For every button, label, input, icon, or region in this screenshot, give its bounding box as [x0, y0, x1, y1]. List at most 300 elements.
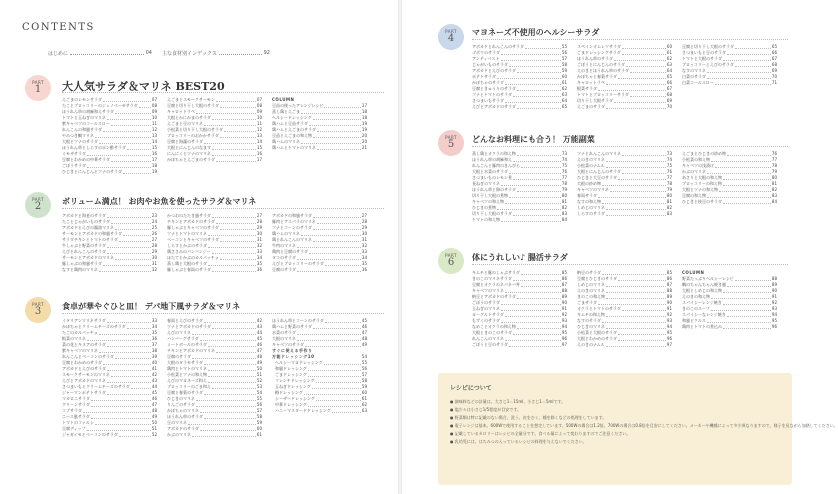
leader-dots: [505, 340, 561, 341]
leader-dots: [501, 322, 561, 323]
toc-entry-title: 鶏ささみのバンバンジー: [167, 249, 211, 254]
toc-entry-title: キャベツの和え物: [472, 199, 504, 204]
toc-entry-page: 14: [256, 139, 262, 144]
toc-entry-title: 豚肉とアスパラのマリネ: [272, 219, 316, 224]
toc-entry-page: 96: [561, 336, 567, 341]
toc-entry-page: 41: [151, 366, 157, 371]
toc-entry-page: 74: [666, 157, 672, 162]
toc-entry-page: 77: [561, 175, 567, 180]
toc-entry-page: 59: [256, 420, 262, 425]
toc-entry-page: 69: [666, 98, 672, 103]
toc-entry-title: 豆腐と海藻のサラダ: [167, 139, 203, 144]
leader-dots: [719, 191, 771, 192]
part-5-col-3: [682, 151, 777, 205]
toc-entry-page: 11: [151, 121, 157, 126]
leader-dots: [602, 322, 666, 323]
toc-entry-title: たことじゃがいものサラダ: [62, 219, 110, 224]
leader-dots: [525, 48, 561, 49]
toc-entry-title: ほうれん草の胡麻和えサラダ: [62, 109, 114, 114]
toc-entry-title: 豆苗とえごまの和え物: [272, 133, 312, 138]
toc-entry-title: 豆腐と切り干し大根のサラダ: [167, 103, 219, 108]
toc-entry-title: 大根とにんじんのサラダ: [577, 169, 621, 174]
leader-dots: [107, 247, 151, 248]
part-3-title: 食卓が華やぐひと皿！ デパ地下風サラダ＆マリネ: [62, 301, 241, 311]
leader-dots: [513, 215, 561, 216]
leader-dots: [103, 131, 151, 132]
leader-dots: [204, 418, 256, 419]
toc-entry-page: 16: [151, 151, 157, 156]
toc-entry-title: 野菜たっぷりヘルシーレシピ: [682, 276, 734, 281]
leader-dots: [501, 304, 561, 305]
part-4-title: マヨネーズ不使用のヘルシーサラダ: [472, 27, 600, 37]
leader-dots: [297, 271, 361, 272]
toc-entry-page: 95: [771, 318, 777, 323]
part-4-col-2: [577, 44, 672, 110]
toc-entry-page: 42: [256, 318, 262, 323]
part-3-badge: PART 3: [25, 297, 51, 323]
toc-entry-title: 鶏ハムとえごまのサラダ: [272, 127, 316, 132]
toc-entry-title: ブロッコリーのごま和え: [167, 384, 211, 389]
toc-entry-title: えごまのレモンサラダ: [62, 97, 102, 102]
toc-entry-title: えごまと豆のマリネ: [167, 121, 203, 126]
toc-entry-page: 61: [361, 396, 367, 401]
toc-entry-title: ごまドレッシング: [275, 372, 307, 377]
toc-entry[interactable]: [577, 104, 672, 110]
toc-entry-title: なすのマリネ: [682, 68, 706, 73]
leader-dots: [521, 274, 561, 275]
toc-entry-title: さつまいものレモン煮: [472, 175, 512, 180]
toc-entry-title: マカロニサラダ: [62, 396, 90, 401]
toc-entry-page: 91: [666, 306, 672, 311]
toc-entry-page: 29: [151, 249, 157, 254]
toc-entry-title: 紫キャベツのマリネ: [62, 348, 98, 353]
toc-entry-page: 48: [151, 408, 157, 413]
toc-entry-page: 81: [771, 181, 777, 186]
toc-entry-page: 68: [771, 62, 777, 67]
toc-entry-title: 鶏肉とトマトのマリネ: [167, 366, 207, 371]
leader-dots: [103, 265, 151, 266]
leader-dots: [107, 394, 151, 395]
toc-entry-page: 49: [361, 342, 367, 347]
leader-dots: [301, 143, 361, 144]
leader-dots: [711, 310, 771, 311]
leader-dots: [622, 173, 666, 174]
leader-dots: [95, 424, 151, 425]
leader-dots: [212, 253, 256, 254]
toc-entry-title: イタリアンマリネサラダ: [62, 318, 106, 323]
leader-dots: [509, 173, 561, 174]
part-5-col-1: [472, 151, 567, 223]
toc-entry-title: えびのマヨネーズ和え: [167, 378, 207, 383]
toc-entry-title: 大根ときのこのサラダ: [472, 330, 512, 335]
toc-entry-title: ごぼうのサラダ: [472, 300, 500, 305]
toc-entry[interactable]: [577, 342, 672, 348]
toc-entry[interactable]: [272, 267, 367, 273]
toc-entry-title: 大根とにんじんのなます: [167, 145, 211, 150]
leader-dots: [196, 400, 256, 401]
leader-dots: [509, 66, 561, 67]
leader-dots: [324, 107, 360, 108]
toc-entry-page: 82: [561, 205, 567, 210]
toc-entry-title: ヘルシーマヨドレッシング: [275, 360, 323, 365]
leader-dots: [598, 304, 666, 305]
toc-entry-page: 09: [151, 109, 157, 114]
toc-entry-page: 45: [151, 390, 157, 395]
toc-entry-page: 61: [666, 50, 672, 55]
toc-entry[interactable]: [167, 157, 262, 163]
toc-entry-title: 玉ねぎドレッシング: [275, 384, 311, 389]
toc-entry-page: 10: [151, 115, 157, 120]
toc-entry-title: 豚しゃぶとキャベツのサラダ: [167, 225, 219, 230]
toc-entry-title: りんごのサラダ: [167, 402, 195, 407]
toc-entry-title: 切り干し大根の煮物: [472, 193, 508, 198]
toc-entry-page: 67: [771, 56, 777, 61]
toc-entry-title: えのきのマリネ: [577, 157, 605, 162]
toc-entry-page: 55: [256, 396, 262, 401]
toc-entry-title: キムチと豚のしゃぶサラダ: [472, 270, 520, 275]
toc-entry-title: 水菜のサラダ: [272, 330, 296, 335]
toc-entry-page: 84: [561, 217, 567, 222]
toc-entry-title: れんこんとベーコンのサラダ: [62, 354, 114, 359]
leader-dots: [501, 54, 561, 55]
toc-entry-title: ごまドレッシングサラダ: [577, 50, 621, 55]
toc-entry-title: なめことオクラの和え物: [472, 324, 516, 329]
toc-entry-title: 鶏ハムと豆苗サラダ: [272, 121, 308, 126]
leader-dots: [497, 209, 561, 210]
toc-entry-title: 蒸し鶏とえごま: [272, 109, 300, 114]
toc-entry-page: 20: [361, 133, 367, 138]
leader-dots: [513, 96, 561, 97]
leader-dots: [606, 328, 666, 329]
toc-entry-title: ひじきの煮物: [472, 205, 496, 210]
leader-dots: [304, 394, 361, 395]
toc-entry-title: 小松菜と切り干し大根のサラダ: [167, 127, 223, 132]
toc-entry-page: 94: [666, 324, 672, 329]
toc-entry-page: 45: [256, 336, 262, 341]
toc-entry-title: トマトのファルシ: [62, 420, 94, 425]
toc-entry[interactable]: [272, 145, 367, 151]
toc-entry-page: 45: [361, 318, 367, 323]
toc-entry-page: 75: [666, 163, 672, 168]
leader-dots: [505, 84, 561, 85]
leader-dots: [208, 265, 256, 266]
toc-entry-title: ブロッコリーの和え物: [682, 181, 722, 186]
toc-entry[interactable]: [62, 267, 157, 273]
recipe-note-title: レシピについて: [450, 385, 492, 392]
leader-dots: [606, 286, 666, 287]
toc-entry-page: 33: [256, 249, 262, 254]
intro-entry-page: 04: [145, 50, 152, 56]
toc-entry-page: 93: [561, 318, 567, 323]
toc-entry-page: 68: [666, 92, 672, 97]
leader-dots: [188, 424, 256, 425]
toc-entry[interactable]: [472, 104, 567, 110]
divider: [472, 264, 788, 265]
toc-entry[interactable]: [682, 199, 777, 205]
toc-entry-page: 76: [561, 169, 567, 174]
toc-entry-page: 75: [561, 163, 567, 168]
toc-entry-page: 17: [361, 103, 367, 108]
toc-entry-title: ジャーマンポテトサラダ: [62, 390, 106, 395]
leader-dots: [513, 179, 561, 180]
toc-entry-title: COLUMN: [272, 97, 295, 102]
toc-entry-page: 12: [151, 127, 157, 132]
leader-dots: [212, 328, 256, 329]
toc-entry-page: 15: [151, 145, 157, 150]
leader-dots: [517, 155, 561, 156]
toc-entry-title: キャベツのマリネ: [577, 187, 609, 192]
toc-entry-title: なすのサラダ: [577, 318, 601, 323]
toc-entry-page: 56: [256, 402, 262, 407]
toc-entry-page: 83: [561, 211, 567, 216]
toc-entry-page: 55: [561, 44, 567, 49]
leader-dots: [517, 72, 561, 73]
toc-entry-title: アンティパスト: [472, 56, 500, 61]
toc-entry-title: 豆腐とひじきのサラダ: [577, 276, 617, 281]
leader-dots: [87, 167, 151, 168]
leader-dots: [618, 78, 666, 79]
toc-entry-page: 66: [666, 80, 672, 85]
leader-dots: [606, 108, 666, 109]
toc-entry-title: ハニーマスタードドレッシング: [275, 408, 331, 413]
toc-entry-title: ポテトサラダ: [472, 74, 496, 79]
toc-entry-title: アボカドとえびのサラダ: [472, 68, 516, 73]
toc-entry-page: 15: [256, 145, 262, 150]
toc-entry-page: 74: [561, 157, 567, 162]
intro-entry[interactable]: [48, 50, 152, 57]
toc-entry[interactable]: [62, 169, 157, 175]
leader-dots: [107, 346, 151, 347]
toc-entry-page: 21: [361, 145, 367, 150]
toc-entry-page: 35: [256, 261, 262, 266]
toc-entry-title: えのきの和え物: [682, 294, 710, 299]
toc-entry-title: 大根とツナの和え物: [682, 187, 718, 192]
toc-entry-page: 60: [361, 390, 367, 395]
toc-entry-page: 95: [666, 330, 672, 335]
toc-entry-page: 46: [361, 324, 367, 329]
leader-dots: [598, 197, 666, 198]
toc-entry-page: 10: [256, 115, 262, 120]
leader-dots: [301, 235, 361, 236]
toc-entry-page: 86: [561, 276, 567, 281]
toc-entry-page: 30: [151, 255, 157, 260]
toc-entry[interactable]: [577, 211, 672, 217]
toc-entry-title: ごぼうとにんじんのサラダ: [577, 62, 625, 67]
toc-entry-title: 牛肉のマリネ: [272, 243, 296, 248]
leader-dots: [622, 48, 666, 49]
leader-dots: [103, 101, 151, 102]
toc-entry-page: 57: [256, 408, 262, 413]
leader-dots: [622, 54, 666, 55]
leader-dots: [727, 155, 771, 156]
toc-entry-page: 31: [256, 237, 262, 242]
toc-entry-page: 44: [256, 330, 262, 335]
toc-entry-page: 58: [561, 62, 567, 67]
toc-entry-page: 96: [666, 336, 672, 341]
toc-entry-page: 34: [256, 255, 262, 260]
toc-entry-title: さつまいもサラダ: [472, 98, 504, 103]
toc-entry[interactable]: [272, 408, 367, 414]
leader-dots: [216, 223, 256, 224]
toc-entry-title: さつまいもと豆のサラダ: [682, 50, 726, 55]
leader-dots: [308, 406, 361, 407]
toc-entry-title: すぐに使える手作り: [272, 348, 313, 353]
toc-entry-title: えびとアボカドのマリネ: [62, 378, 106, 383]
leader-dots: [127, 328, 151, 329]
toc-entry-page: 26: [151, 231, 157, 236]
toc-entry-title: アボカドの和風サラダ: [272, 213, 312, 218]
toc-entry-title: にんにくとツナのマリネ: [167, 151, 211, 156]
toc-entry-title: 豆腐と春菊のサラダ: [167, 390, 203, 395]
leader-dots: [606, 316, 666, 317]
toc-entry-page: 88: [771, 276, 777, 281]
leader-dots: [618, 179, 666, 180]
leader-dots: [727, 54, 771, 55]
toc-entry-title: ミモザサラダ: [62, 151, 86, 156]
leader-dots: [501, 185, 561, 186]
toc-entry-title: キャベツのマリネ: [472, 288, 504, 293]
toc-entry-title: 白菜コールスロー: [682, 80, 714, 85]
toc-entry-title: 豚しゃぶの和風サラダ: [62, 261, 102, 266]
part-4-badge: PART 4: [438, 24, 464, 50]
toc-entry-title: チキンとアボカドのマリネ: [167, 348, 215, 353]
toc-entry-title: えびとブロッコリーのサラダ: [272, 261, 324, 266]
toc-entry-page: 66: [771, 50, 777, 55]
toc-entry-title: 鶏ハムのマリネ: [272, 231, 300, 236]
leader-dots: [123, 173, 151, 174]
toc-entry-title: ごぼうサラダ: [62, 163, 86, 168]
toc-entry[interactable]: [472, 342, 567, 348]
leader-dots: [497, 78, 561, 79]
toc-entry-page: 31: [151, 261, 157, 266]
toc-entry-page: 30: [361, 231, 367, 236]
recipe-note-item: ● 記載しているカロリーはレシピの全量分です。食べる量によって変わりますのでご注意ください。: [450, 431, 631, 436]
intro-entry[interactable]: [162, 50, 270, 57]
part-6-col-2: [577, 270, 672, 348]
toc-entry-title: れんこんと豚肉のきんぴら: [472, 163, 520, 168]
toc-entry-page: 40: [151, 360, 157, 365]
toc-entry-title: ほうれん草の胡麻和え: [472, 157, 512, 162]
toc-entry-title: 春雨とえびのサラダ: [167, 318, 203, 323]
toc-entry[interactable]: [472, 217, 567, 223]
toc-entry-page: 55: [361, 360, 367, 365]
toc-entry-title: グリーンサラダ: [62, 402, 90, 407]
toc-entry-page: 64: [666, 68, 672, 73]
toc-entry-title: ブロッコリーのおかかサラダ: [167, 133, 219, 138]
toc-entry-page: 87: [561, 282, 567, 287]
leader-dots: [200, 430, 256, 431]
toc-entry[interactable]: [167, 432, 262, 438]
leader-dots: [317, 131, 361, 132]
toc-entry-page: 56: [561, 50, 567, 55]
toc-entry-page: 89: [561, 294, 567, 299]
toc-entry-page: 43: [151, 378, 157, 383]
toc-entry-page: 31: [361, 237, 367, 242]
part-1-col-1: [62, 97, 157, 175]
leader-dots: [115, 113, 151, 114]
toc-entry-page: 08: [256, 103, 262, 108]
toc-entry-title: 納豆とアボカドのサラダ: [472, 294, 516, 299]
toc-entry-page: 65: [771, 44, 777, 49]
toc-entry-title: ヘルシードレッシング: [272, 115, 312, 120]
leader-dots: [723, 203, 771, 204]
toc-entry[interactable]: [682, 80, 777, 86]
toc-entry-page: 50: [151, 420, 157, 425]
toc-entry-page: 96: [771, 324, 777, 329]
toc-entry[interactable]: [682, 324, 777, 330]
toc-entry-title: かぶのマリネ: [167, 432, 191, 437]
toc-entry-page: 90: [771, 288, 777, 293]
toc-entry-page: 24: [151, 219, 157, 224]
toc-entry-page: 97: [666, 342, 672, 347]
toc-entry-title: たことブロッコリーのジェノベーゼサラダ: [62, 103, 138, 108]
toc-entry-page: 13: [256, 133, 262, 138]
toc-entry-title: 小松菜とツナの和え物: [167, 372, 207, 377]
toc-entry-title: ミートボールのサラダ: [167, 342, 207, 347]
toc-entry-page: 19: [361, 127, 367, 132]
toc-entry-page: 60: [666, 44, 672, 49]
toc-entry-page: 32: [151, 267, 157, 272]
toc-entry-page: 81: [561, 199, 567, 204]
recipe-note-item: ● 塩少々は小さじ1/5程度が目安です。: [450, 407, 521, 412]
toc-entry-title: れんこんの和風サラダ: [62, 127, 102, 132]
toc-entry-title: 納豆のサラダ: [577, 270, 601, 275]
leader-dots: [723, 292, 771, 293]
toc-entry-title: 豆腐のサラダ: [272, 267, 296, 272]
leader-dots: [513, 161, 561, 162]
toc-entry-page: 32: [361, 243, 367, 248]
toc-entry[interactable]: [62, 432, 157, 438]
part-2-col-3: [272, 213, 367, 273]
toc-entry-title: ひじきのマリネ: [577, 324, 605, 329]
toc-entry-title: えびとアボカドのサラダ: [472, 104, 516, 109]
toc-entry-page: 89: [666, 294, 672, 299]
leader-dots: [521, 286, 561, 287]
toc-entry-page: 17: [256, 157, 262, 162]
leader-dots: [220, 137, 256, 138]
part-1-col-2: [167, 97, 262, 163]
leader-dots: [208, 235, 256, 236]
toc-entry-title: 切り干し大根サラダ: [577, 98, 613, 103]
toc-entry-page: 97: [561, 342, 567, 347]
toc-entry-title: 梅ドレッシング: [275, 390, 303, 395]
toc-entry-title: ツナとアボカドのサラダ: [167, 324, 211, 329]
toc-entry-page: 39: [151, 354, 157, 359]
toc-entry-page: 37: [151, 342, 157, 347]
leader-dots: [606, 292, 666, 293]
toc-entry-title: 和風ドレッシング: [275, 366, 307, 371]
toc-entry-title: フレンチドレッシング: [275, 378, 315, 383]
leader-dots: [313, 328, 361, 329]
toc-entry-page: 60: [256, 426, 262, 431]
toc-entry-page: 87: [666, 282, 672, 287]
toc-entry-title: 鶏ハムのマリネ: [272, 139, 300, 144]
toc-entry-page: 49: [256, 360, 262, 365]
leader-dots: [119, 436, 151, 437]
leader-dots: [119, 241, 151, 242]
toc-entry-page: 30: [256, 231, 262, 236]
leader-dots: [309, 253, 361, 254]
toc-entry[interactable]: [167, 267, 262, 273]
toc-entry-title: サーモンとアボカドの和風サラダ: [62, 231, 122, 236]
toc-entry-title: 白菜のサラダ: [682, 74, 706, 79]
toc-entry-title: 蒸し鶏と大根のサラダ: [167, 261, 207, 266]
toc-entry-page: 16: [256, 151, 262, 156]
toc-entry-title: 大根とわかめのサラダ: [577, 336, 617, 341]
toc-entry-title: アボカドと海老のサラダ: [62, 213, 106, 218]
divider: [472, 39, 788, 40]
toc-entry-title: ひじきと枝豆のサラダ: [682, 199, 722, 204]
